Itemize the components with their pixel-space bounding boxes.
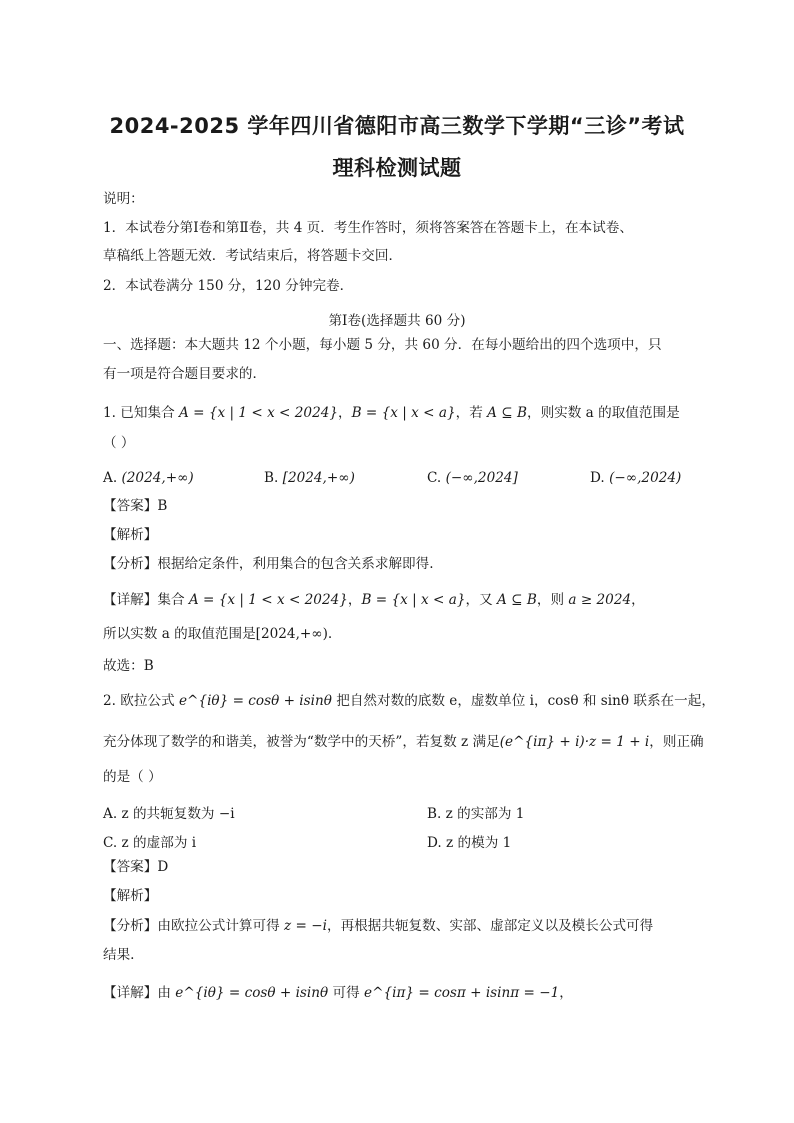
q1-option-b [264,470,355,486]
q1-detail-set-a: A = {x | 1 < x < 2024} [188,592,348,608]
q1-paren: （ ） [103,435,135,451]
q2-stem1-prefix: 2. 欧拉公式 [103,693,179,709]
q1-set-b: B = {x | x < a} [351,405,456,421]
q1-option-a-value: (2024,+∞) [121,470,194,486]
q1-choose: 故选：B [103,658,154,674]
q1-detail-cond: A ⊆ B [497,592,537,608]
q1-fenxi: 【分析】根据给定条件，利用集合的包含关系求解即得. [103,556,434,572]
q1-option-a [103,470,194,486]
q1-option-b-label: B. [264,470,279,486]
q2-stem2-suffix: ，则正确 [649,734,704,750]
instruction-2: 2．本试卷满分 150 分，120 分钟完卷． [103,278,354,294]
q2-detail-end: ， [559,985,573,1001]
q2-stem-2 [103,736,704,750]
q2-fenxi-b: 结果. [103,947,135,963]
q1-detail-end: ， [631,592,645,608]
q2-detail-prefix: 【详解】由 [103,985,176,1001]
q1-detail [103,594,645,608]
q1-option-c-label: C. [427,470,442,486]
q1-option-c-value: (−∞,2024] [445,470,518,486]
q2-stem-3: 的是（ ） [103,769,162,785]
q2-option-b: B. z 的实部为 1 [427,806,525,822]
q1-sep: ， [338,405,352,421]
q1-detail-result: a ≥ 2024 [568,592,632,608]
q2-fenxi-prefix: 【分析】由欧拉公式计算可得 [103,918,285,934]
q2-stem1-mid: 把自然对数的底数 e，虚数单位 i，cosθ 和 sinθ 联系在一起， [331,693,715,709]
q2-option-a: A. z 的共轭复数为 −i [103,806,235,822]
q1-option-a-label: A. [103,470,118,486]
q1-detail-sep: ， [347,592,362,608]
q1-option-d [590,470,681,486]
q2-fenxi-a [103,920,653,934]
q2-analysis: 【解析】 [103,888,158,904]
doc-title-line2: 理科检测试题 [332,156,462,180]
q1-option-d-label: D. [590,470,605,486]
section-intro-a: 一、选择题：本大题共 12 个小题，每小题 5 分，共 60 分．在每小题给出的四个选项中，只 [103,337,662,353]
q1-cond: A ⊆ B [487,405,527,421]
q1-detail-mid: ，又 [465,592,498,608]
q1-detail-then: ，则 [536,592,569,608]
q1-analysis: 【解析】 [103,527,158,543]
q2-stem2-prefix: 充分体现了数学的和谐美，被誉为“数学中的天桥”，若复数 z 满足 [103,734,500,750]
q1-option-c [427,470,518,486]
q1-set-a: A = {x | 1 < x < 2024} [179,405,339,421]
q1-stem-suffix: ，则实数 a 的取值范围是 [526,405,680,421]
q2-fenxi-math: z = −i [284,918,327,934]
q2-detail-euler: e^{iθ} = cosθ + isinθ [175,985,329,1001]
instructions-heading: 说明： [103,191,144,207]
q2-option-d: D. z 的模为 1 [427,835,512,851]
q1-option-b-value: [2024,+∞) [282,470,355,486]
q1-range: 所以实数 a 的取值范围是[2024,+∞). [103,626,333,642]
section-intro-b: 有一项是符合题目要求的． [103,366,267,382]
q1-detail-prefix: 【详解】集合 [103,592,189,608]
section-heading: 第Ⅰ卷(选择题共 60 分) [328,313,466,329]
q2-detail-mid: 可得 [328,985,365,1001]
q1-detail-set-b: B = {x | x < a} [361,592,466,608]
q2-answer: 【答案】D [103,859,169,875]
q2-euler-formula: e^{iθ} = cosθ + isinθ [179,693,332,709]
q2-option-c: C. z 的虚部为 i [103,835,197,851]
doc-title-line1: 2024-2025 学年四川省德阳市高三数学下学期“三诊”考试 [109,114,685,138]
instruction-1a: 1．本试卷分第Ⅰ卷和第Ⅱ卷，共 4 页．考生作答时，须将答案答在答题卡上，在本试卷、 [103,220,633,236]
q2-stem-1 [103,695,715,709]
instruction-1b: 草稿纸上答题无效．考试结束后，将答题卡交回． [103,248,403,264]
q1-stem [103,407,680,421]
q1-stem-prefix: 1. 已知集合 [103,405,179,421]
q2-detail-calc: e^{iπ} = cosπ + isinπ = −1 [364,985,560,1001]
q1-cond-prefix: ，若 [455,405,488,421]
q2-condition: (e^{iπ} + i)·z = 1 + i [499,734,650,750]
q2-detail [103,987,573,1001]
q1-answer: 【答案】B [103,498,168,514]
q1-option-d-value: (−∞,2024) [609,470,682,486]
q2-fenxi-suffix: ，再根据共轭复数、实部、虚部定义以及模长公式可得 [326,918,654,934]
